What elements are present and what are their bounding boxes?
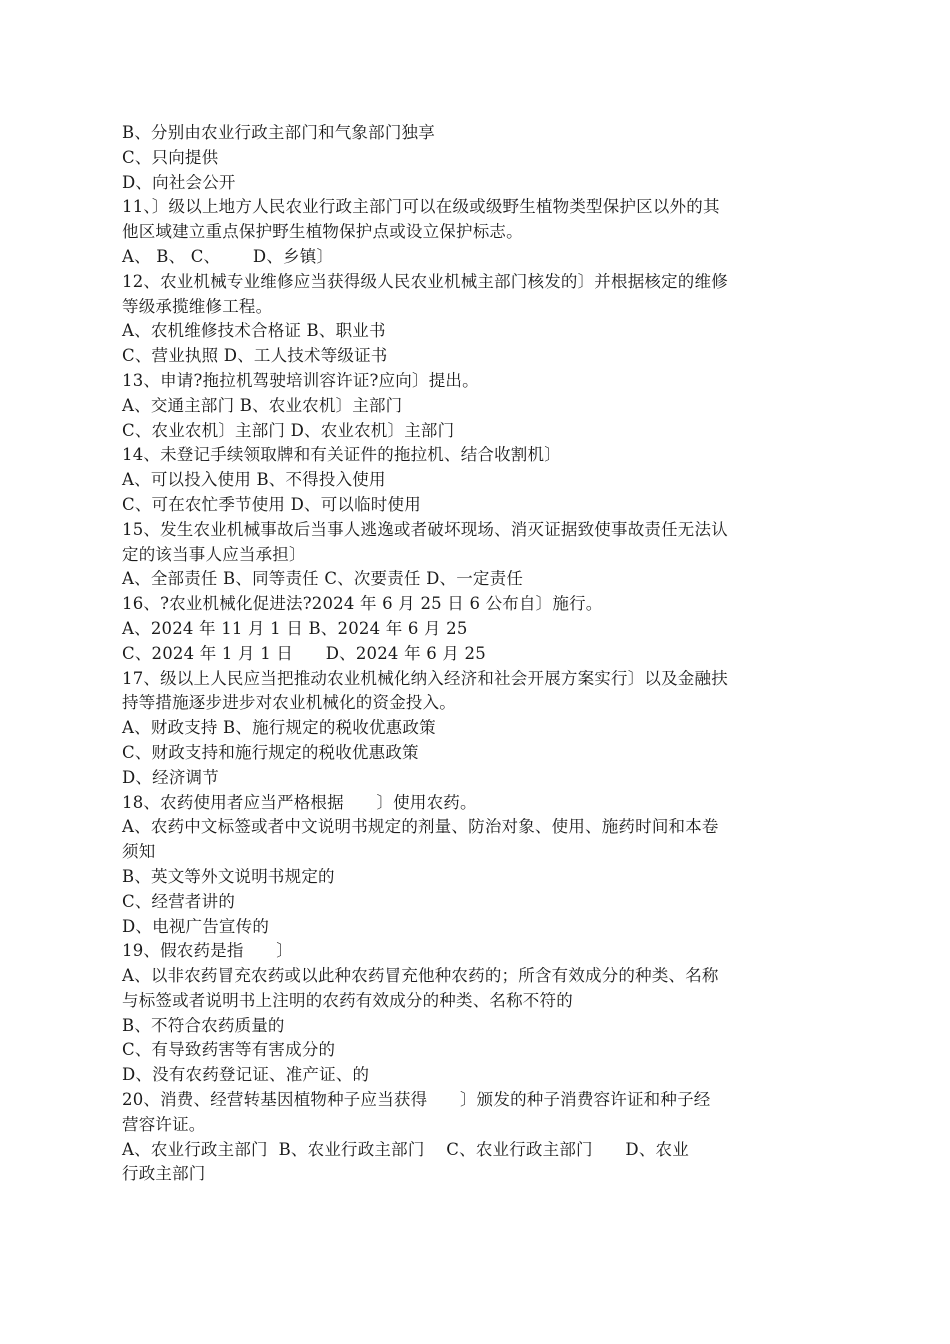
text-line: C、财政支持和施行规定的税收优惠政策: [122, 742, 419, 762]
text-line: 19、假农药是指 〕: [122, 941, 293, 961]
text-line: 16、?农业机械化促进法?2024 年 6 月 25 日 6 公布自〕施行。: [122, 594, 603, 614]
text-line: A、农业行政主部门 B、农业行政主部门 C、农业行政主部门 D、农业: [122, 1139, 689, 1159]
text-line: B、不符合农药质量的: [122, 1015, 285, 1035]
text-line: 13、申请?拖拉机驾驶培训容许证?应向〕提出。: [122, 370, 479, 390]
text-line: A、2024 年 11 月 1 日 B、2024 年 6 月 25: [122, 618, 468, 638]
text-line: A、可以投入使用 B、不得投入使用: [122, 470, 386, 490]
text-line: 18、农药使用者应当严格根据 〕使用农药。: [122, 792, 477, 812]
text-line: 持等措施逐步进步对农业机械化的资金投入。: [122, 693, 456, 713]
text-line: 营容许证。: [122, 1114, 206, 1134]
text-line: 15、发生农业机械事故后当事人逃逸或者破坏现场、消灭证据致使事故责任无法认: [122, 519, 728, 539]
text-line: A、以非农药冒充农药或以此种农药冒充他种农药的；所含有效成分的种类、名称: [122, 966, 719, 986]
text-line: A、 B、 C、 D、乡镇〕: [122, 246, 334, 266]
text-line: C、农业农机〕主部门 D、农业农机〕主部门: [122, 420, 455, 440]
text-line: A、财政支持 B、施行规定的税收优惠政策: [122, 718, 436, 738]
text-line: C、可在农忙季节使用 D、可以临时使用: [122, 494, 421, 514]
text-line: D、经济调节: [122, 767, 219, 787]
text-line: 定的该当事人应当承担〕: [122, 544, 306, 564]
text-line: A、全部责任 B、同等责任 C、次要责任 D、一定责任: [122, 569, 524, 589]
text-line: 与标签或者说明书上注明的农药有效成分的种类、名称不符的: [122, 990, 573, 1010]
text-line: 等级承揽维修工程。: [122, 296, 273, 316]
text-line: 14、未登记手续领取牌和有关证件的拖拉机、结合收割机〕: [122, 445, 561, 465]
text-line: C、营业执照 D、工人技术等级证书: [122, 346, 388, 366]
text-line: A、交通主部门 B、农业农机〕主部门: [122, 395, 403, 415]
text-line: B、分别由农业行政主部门和气象部门独享: [122, 123, 435, 142]
text-line: 20、消费、经营转基因植物种子应当获得 〕颁发的种子消费容许证和种子经: [122, 1090, 711, 1110]
text-line: C、有导致药害等有害成分的: [122, 1040, 336, 1060]
text-line: 须知: [122, 842, 156, 862]
text-line: C、经营者讲的: [122, 891, 236, 911]
text-line: 行政主部门: [122, 1164, 206, 1184]
text-line: D、电视广告宣传的: [122, 916, 270, 936]
text-line: 17、级以上人民应当把推动农业机械化纳入经济和社会开展方案实行〕以及金融扶: [122, 668, 728, 688]
text-line: A、农药中文标签或者中文说明书规定的剂量、防治对象、使用、施药时间和本卷: [122, 817, 719, 837]
text-line: C、只向提供: [122, 147, 219, 167]
text-line: D、没有农药登记证、准产证、的: [122, 1065, 370, 1085]
text-line: 他区域建立重点保护野生植物保护点或设立保护标志。: [122, 222, 523, 242]
text-line: 12、农业机械专业维修应当获得级人民农业机械主部门核发的〕并根据核定的维修: [122, 271, 728, 291]
text-line: 11、〕级以上地方人民农业行政主部门可以在级或级野生植物类型保护区以外的其: [122, 197, 720, 217]
document-body: [122, 121, 827, 1187]
text-line: A、农机维修技术合格证 B、职业书: [122, 321, 386, 341]
text-line: B、英文等外文说明书规定的: [122, 866, 335, 886]
text-line: C、2024 年 1 月 1 日 D、2024 年 6 月 25: [122, 643, 486, 663]
text-line: D、向社会公开: [122, 172, 236, 192]
